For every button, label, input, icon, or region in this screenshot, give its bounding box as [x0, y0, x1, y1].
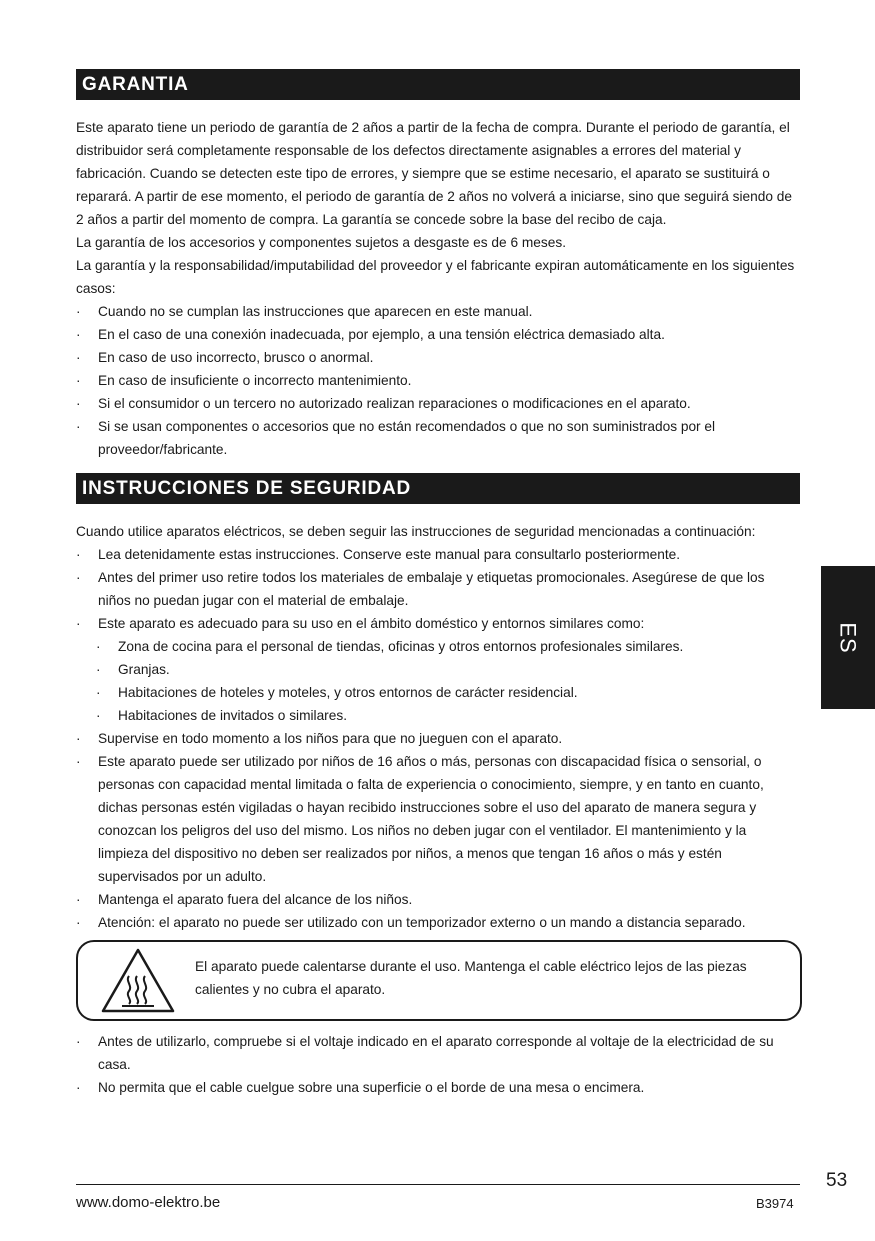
language-tab [821, 566, 875, 709]
list-item: · Este aparato puede ser utilizado por niños de 16 años o más, personas con discapacidad física o sensorial, o personas con capacidad mental limitada o falta de experiencia o conocimiento, siempre, y en tanto en cuanto, dichas personas estén vigiladas o hayan recibido instrucciones sobre el uso del aparato de manera segura y conozcan los peligros del uso del mismo. Los niños no deben jugar con el ventilador. El mantenimiento y la limpieza del dispositivo no deben ser realizados por niños, a menos que tengan 16 años o más y estén supervisados por un adulto. [76, 750, 800, 888]
list-item: · Lea detenidamente estas instrucciones. Conserve este manual para consultarlo posteriormente. [76, 543, 800, 566]
footer-website: www.domo-elektro.be [76, 1194, 221, 1211]
list-item: · Cuando no se cumplan las instrucciones que aparecen en este manual. [76, 300, 800, 323]
seguridad-list-final [76, 1030, 800, 1099]
list-item: · Zona de cocina para el personal de tiendas, oficinas y otros entornos profesionales similares. [96, 635, 800, 658]
list-item: · No permita que el cable cuelgue sobre una superficie o el borde de una mesa o encimera. [76, 1076, 800, 1099]
seguridad-list-continued [76, 727, 800, 934]
list-item: · Antes de utilizarlo, compruebe si el voltaje indicado en el aparato corresponde al voltaje de la electricidad de su casa. [76, 1030, 800, 1076]
list-item: · Este aparato es adecuado para su uso en el ámbito doméstico y entornos similares como: [76, 612, 800, 635]
list-item: · Mantenga el aparato fuera del alcance de los niños. [76, 888, 800, 911]
list-item: · Supervise en todo momento a los niños para que no jueguen con el aparato. [76, 727, 800, 750]
seguridad-header: INSTRUCCIONES DE SEGURIDAD [76, 473, 800, 504]
footer-model-number: B3974 [756, 1196, 794, 1211]
list-item: · Si se usan componentes o accesorios que no están recomendados o que no son suministrados por el proveedor/fabricante. [76, 415, 800, 461]
page-number: 53 [826, 1170, 848, 1191]
list-item: · Antes del primer uso retire todos los materiales de embalaje y etiquetas promocionales. Asegúrese de que los niños no puedan jugar con el material de embalaje. [76, 566, 800, 612]
seguridad-intro: Cuando utilice aparatos eléctricos, se deben seguir las instrucciones de seguridad mencionadas a continuación: [76, 524, 756, 539]
garantia-intro: Este aparato tiene un periodo de garantía de 2 años a partir de la fecha de compra. Durante el periodo de garantía, el distribuidor será completamente responsable de los defectos directamente asignables a errores del material y fabricación. Cuando se detecten este tipo de errores, y siempre que se estime necesario, el aparato se sustituirá o reparará. A partir de ese momento, el periodo de garantía de 2 años no volverá a iniciarse, sino que seguirá siendo de 2 años a partir del momento de compra. La garantía se concede sobre la base del recibo de caja. [76, 120, 792, 227]
list-item: · Si el consumidor o un tercero no autorizado realizan reparaciones o modificaciones en el aparato. [76, 392, 800, 415]
language-tab-label: ES [835, 621, 861, 654]
hot-surface-warning-box [76, 940, 802, 1021]
warning-text: El aparato puede calentarse durante el uso. Mantenga el cable eléctrico lejos de las piezas calientes y no cubra el aparato. [195, 959, 747, 997]
list-item: · Habitaciones de invitados o similares. [96, 704, 800, 727]
garantia-accessories: La garantía de los accesorios y componentes sujetos a desgaste es de 6 meses. [76, 235, 566, 250]
garantia-cases-list [76, 300, 800, 461]
list-item: · Habitaciones de hoteles y moteles, y otros entornos de carácter residencial. [96, 681, 800, 704]
page-content [76, 69, 800, 1099]
hot-surface-icon [100, 946, 176, 1014]
seguridad-list [76, 543, 800, 635]
list-item: · Atención: el aparato no puede ser utilizado con un temporizador externo o un mando a distancia separado. [76, 911, 800, 934]
list-item: · En caso de uso incorrecto, brusco o anormal. [76, 346, 800, 369]
garantia-header: GARANTIA [76, 69, 800, 100]
list-item: · En caso de insuficiente o incorrecto mantenimiento. [76, 369, 800, 392]
list-item: · En el caso de una conexión inadecuada, por ejemplo, a una tensión eléctrica demasiado alta. [76, 323, 800, 346]
garantia-expiry: La garantía y la responsabilidad/imputabilidad del proveedor y el fabricante expiran automáticamente en los siguientes casos: [76, 258, 795, 296]
list-item: · Granjas. [96, 658, 800, 681]
footer-divider [76, 1184, 800, 1185]
seguridad-sub-list [76, 635, 800, 727]
